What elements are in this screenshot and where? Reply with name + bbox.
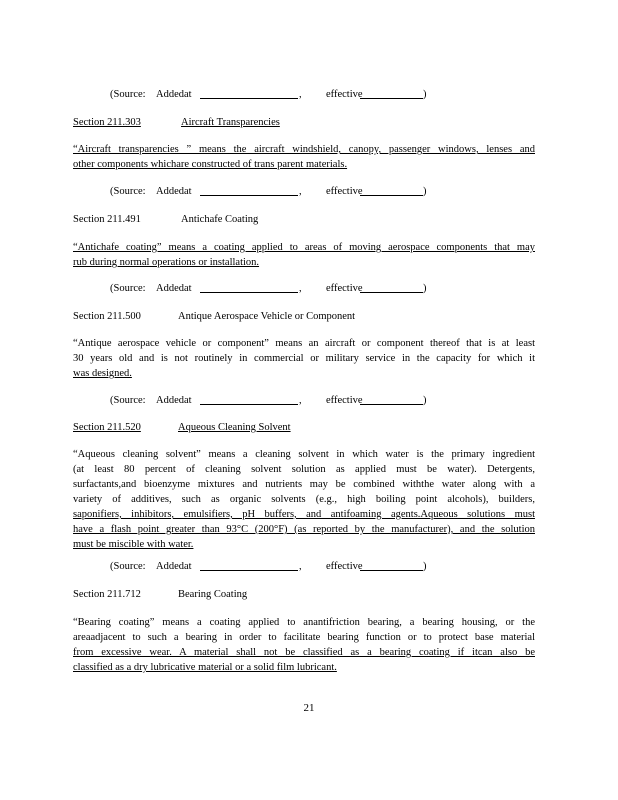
definition-line: 30 years old and is not routinely in commercial or military service in the capacity for which it: [73, 353, 535, 364]
section-number: Section 211.491: [73, 214, 141, 225]
definition-line: have a flash point greater than 93°C (200°F) (as reported by the manufacturer), and the solution: [73, 524, 535, 535]
source-added: Addedat: [156, 395, 192, 406]
source-line: [110, 185, 510, 199]
source-close: ): [423, 186, 427, 197]
definition-line: from excessive wear. A material shall not be classified as a bearing coating if itcan also be: [73, 647, 535, 658]
definition-line: rub during normal operations or installation.: [73, 257, 260, 268]
section-title: Antichafe Coating: [181, 214, 259, 225]
definition-line: saponifiers, inhibitors, emulsifiers, pH buffers, and antifoaming agents.Aqueous solutions must: [73, 509, 535, 520]
section-title: Aircraft Transparencies: [181, 117, 280, 128]
date-blank: [200, 292, 298, 293]
source-effective: effective: [326, 561, 363, 572]
definition-line: must be miscible with water.: [73, 539, 194, 550]
source-added: Addedat: [156, 89, 192, 100]
source-line: [110, 88, 510, 102]
section-number: Section 211.520: [73, 422, 141, 433]
source-line: [110, 560, 510, 574]
section-number: Section 211.712: [73, 589, 141, 600]
definition-line: other components whichare constructed of trans parent materials.: [73, 159, 348, 170]
source-line: [110, 394, 510, 408]
section-number: Section 211.500: [73, 311, 141, 322]
effective-blank: [360, 195, 423, 196]
source-effective: effective: [326, 283, 363, 294]
source-comma: ,: [299, 395, 302, 406]
source-added: Addedat: [156, 283, 192, 294]
effective-blank: [360, 98, 423, 99]
source-close: ): [423, 283, 427, 294]
definition-line: “Antique aerospace vehicle or component” means an aircraft or component thereof that is at least: [73, 338, 535, 349]
section-title: Antique Aerospace Vehicle or Component: [178, 311, 356, 322]
definition-text: [73, 448, 535, 553]
source-comma: ,: [299, 283, 302, 294]
source-label: (Source:: [110, 186, 146, 197]
definition-line: variety of additives, such as organic solvents (e.g., high boiling point alcohols), builders,: [73, 494, 535, 505]
source-label: (Source:: [110, 561, 146, 572]
definition-line: “Bearing coating” means a coating applied to anantifriction bearing, a bearing housing, or the: [73, 617, 535, 628]
source-close: ): [423, 561, 427, 572]
definition-text: [73, 143, 535, 173]
section-title: Bearing Coating: [178, 589, 248, 600]
source-label: (Source:: [110, 283, 146, 294]
source-added: Addedat: [156, 186, 192, 197]
date-blank: [200, 404, 298, 405]
definition-line: surfactants,and bioenzyme mixtures and nutrients may be combined withthe water along with a: [73, 479, 535, 490]
definition-line: “Antichafe coating” means a coating applied to areas of moving aerospace components that may: [73, 242, 535, 253]
effective-blank: [360, 292, 423, 293]
source-line: [110, 282, 510, 296]
definition-line: was designed.: [73, 368, 132, 379]
source-close: ): [423, 395, 427, 406]
page-number: 21: [303, 702, 315, 714]
section-title: Aqueous Cleaning Solvent: [178, 422, 291, 433]
source-label: (Source:: [110, 395, 146, 406]
definition-line: “Aqueous cleaning solvent” means a cleaning solvent in which water is the primary ingredient: [73, 449, 535, 460]
date-blank: [200, 98, 298, 99]
source-comma: ,: [299, 186, 302, 197]
definition-line: classified as a dry lubricative material or a solid film lubricant.: [73, 662, 337, 673]
source-effective: effective: [326, 89, 363, 100]
source-label: (Source:: [110, 89, 146, 100]
effective-blank: [360, 570, 423, 571]
effective-blank: [360, 404, 423, 405]
source-effective: effective: [326, 395, 363, 406]
source-comma: ,: [299, 89, 302, 100]
definition-line: (at least 80 percent of cleaning solvent solution as applied must be water). Detergents,: [73, 464, 535, 475]
definition-text: [73, 241, 535, 271]
source-close: ): [423, 89, 427, 100]
date-blank: [200, 570, 298, 571]
definition-text: [73, 616, 535, 676]
definition-line: “Aircraft transparencies ” means the aircraft windshield, canopy, passenger windows, lenses and: [73, 144, 535, 155]
source-effective: effective: [326, 186, 363, 197]
date-blank: [200, 195, 298, 196]
source-comma: ,: [299, 561, 302, 572]
definition-text: [73, 337, 535, 382]
section-number: Section 211.303: [73, 117, 141, 128]
source-added: Addedat: [156, 561, 192, 572]
definition-line: areaadjacent to such a bearing in order to facilitate bearing function or to protect base material: [73, 632, 535, 643]
